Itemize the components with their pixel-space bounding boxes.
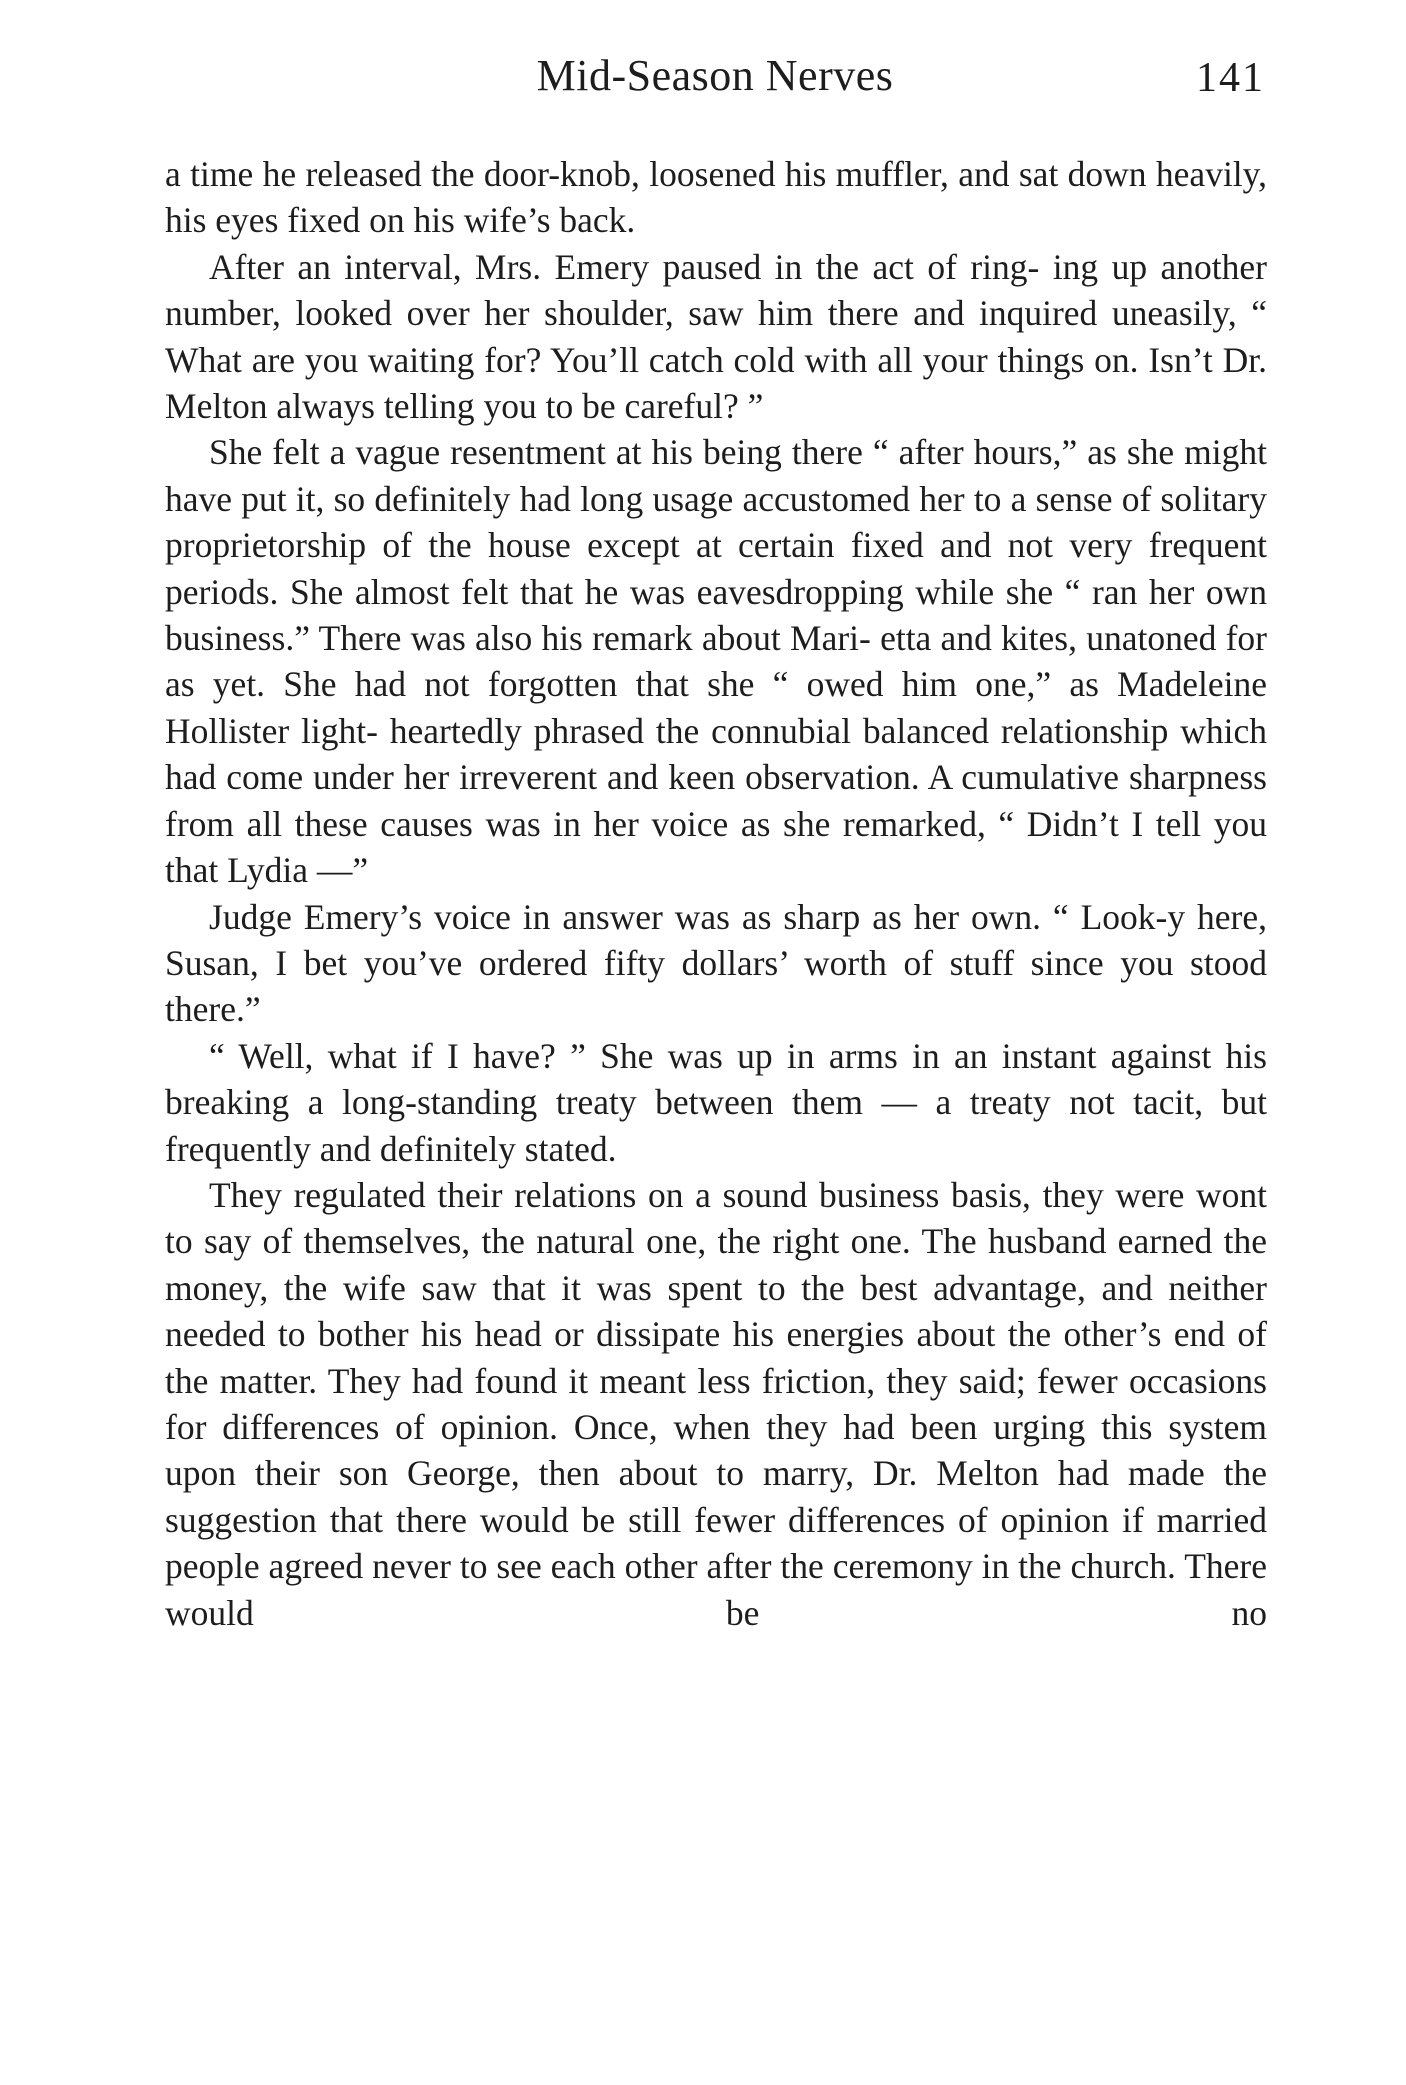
paragraph-1: a time he released the door-knob, loosened his muffler, and sat down heavily, his eyes fixed on his wife’s back. [165,154,1267,241]
paragraph-6: They regulated their relations on a sound business basis, they were wont to say of themselves, the natural one, the right one. The husband earned the money, the wife saw that it was spent to the best advantage, and neither needed to bother his head or dissipate his energies about the other’s end of the matter. They had found it meant less friction, they said; fewer occasions for differences of opinion. Once, when they had been urging this system upon their son George, then about to marry, Dr. Melton had made the suggestion that there would be still fewer differences of opinion if married people agreed never to see each other after the ceremony in the church. There would be no [165,1174,1267,1633]
paragraph-3: She felt a vague resentment at his being there “ after hours,” as she might have put it, so definitely had long usage accustomed her to a sense of solitary proprietorship of the house except at certain fixed and not very frequent periods. She almost felt that he was eavesdropping while she “ ran her own business.” There was also his remark about Mari- etta and kites, unatoned for as yet. She had not forgotten that she “ owed him one,” as Madeleine Hollister light- heartedly phrased the connubial balanced relationship which had come under her irreverent and keen observation. A cumulative sharpness from all these causes was in her voice as she remarked, “ Didn’t I tell you that Lydia —” [165,432,1267,891]
paragraph-4: Judge Emery’s voice in answer was as sharp as her own. “ Look-y here, Susan, I bet you’ve ordered fifty dollars’ worth of stuff since you stood there.” [165,896,1267,1030]
page-number: 141 [1196,55,1265,101]
paragraph-5: “ Well, what if I have? ” She was up in arms in an instant against his breaking a long-standing treaty between them — a treaty not tacit, but frequently and definitely stated. [165,1035,1267,1169]
paragraph-2: After an interval, Mrs. Emery paused in the act of ring- ing up another number, looked over her shoulder, saw him there and inquired uneasily, “ What are you waiting for? You’ll catch cold with all your things on. Isn’t Dr. Melton always telling you to be careful? ” [165,246,1267,427]
page-header [165,50,1265,120]
page-body [165,151,1267,1636]
running-title: Mid-Season Nerves [536,51,894,100]
